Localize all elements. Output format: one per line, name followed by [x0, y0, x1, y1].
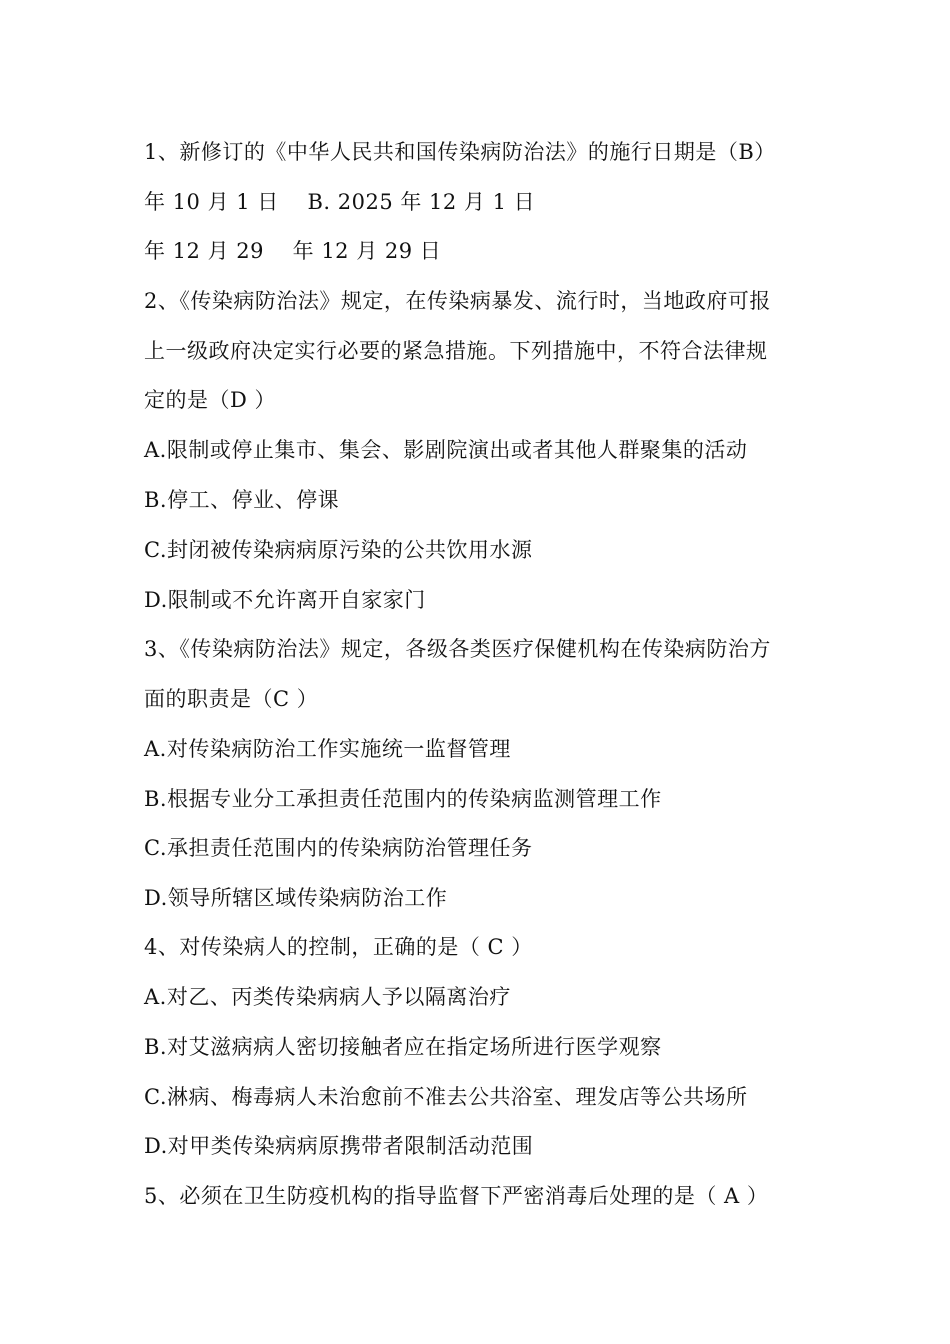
question-4-stem: 4、对传染病人的控制，正确的是（ C ）	[144, 935, 533, 959]
question-3-option-a: A.对传染病防治工作实施统一监督管理	[144, 737, 511, 761]
question-2-option-d: D.限制或不允许离开自家家门	[144, 588, 426, 612]
question-2-stem-line-3: 定的是（D ）	[144, 388, 277, 412]
question-2-stem-line-2: 上一级政府决定实行必要的紧急措施。下列措施中，不符合法律规	[144, 339, 768, 363]
question-3-stem-line-1: 3、《传染病防治法》规定，各级各类医疗保健机构在传染病防治方	[144, 637, 771, 661]
question-5-stem: 5、必须在卫生防疫机构的指导监督下严密消毒后处理的是（ A ）	[144, 1184, 769, 1208]
question-3-stem-line-2: 面的职责是（C ）	[144, 687, 319, 711]
question-4-option-c: C.淋病、梅毒病人未治愈前不准去公共浴室、理发店等公共场所	[144, 1085, 748, 1109]
question-2-option-a: A.限制或停止集市、集会、影剧院演出或者其他人群聚集的活动	[144, 438, 748, 462]
question-4-option-b: B.对艾滋病病人密切接触者应在指定场所进行医学观察	[144, 1035, 662, 1059]
question-2-stem-line-1: 2、《传染病防治法》规定，在传染病暴发、流行时，当地政府可报	[144, 289, 771, 313]
question-1-options-ab: 年 10 月 1 日 B. 2025 年 12 月 1 日	[144, 190, 536, 214]
question-3-option-c: C.承担责任范围内的传染病防治管理任务	[144, 836, 533, 860]
question-2-option-b: B.停工、停业、停课	[144, 488, 340, 512]
question-4-option-a: A.对乙、丙类传染病病人予以隔离治疗	[144, 985, 511, 1009]
question-4-option-d: D.对甲类传染病病原携带者限制活动范围	[144, 1134, 534, 1158]
question-2-option-c: C.封闭被传染病病原污染的公共饮用水源	[144, 538, 533, 562]
question-1-stem: 1、新修订的《中华人民共和国传染病防治法》的施行日期是（B）	[144, 140, 776, 164]
question-1-options-cd: 年 12 月 29 年 12 月 29 日	[144, 239, 442, 263]
question-3-option-b: B.根据专业分工承担责任范围内的传染病监测管理工作	[144, 787, 662, 811]
question-3-option-d: D.领导所辖区域传染病防治工作	[144, 886, 448, 910]
